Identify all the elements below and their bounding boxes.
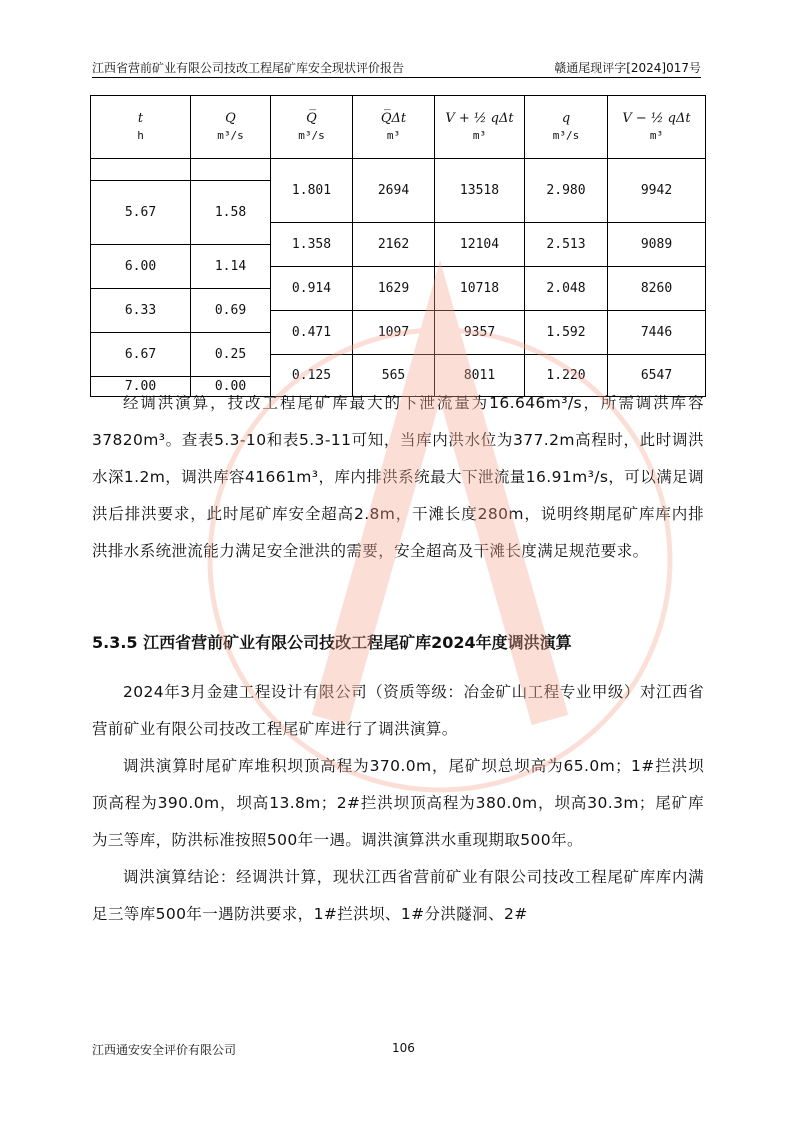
- cell-t: 6.67: [91, 333, 191, 377]
- col-symbol: V + ½ qΔt: [445, 111, 514, 126]
- cell-v-plus: 12104: [435, 223, 525, 267]
- col-symbol: Q̅Δt: [380, 111, 407, 126]
- cell-q-inflow: 1.14: [191, 245, 271, 289]
- col-header-v-plus: [435, 96, 525, 159]
- paragraph-routing-result: 经调洪演算，技改工程尾矿库最大的下泄流量为16.646m³/s，所需调洪库容37820m³。查表5.3-10和表5.3-11可知，当库内洪水位为377.2m高程时，此时调洪水深1.2m，调洪库容41661m³，库内排洪系统最大下泄流量16.91m³/s，可以满足调洪后排洪要求，此时尾矿库安全超高2.8m，干滩长度280m，说明终期尾矿库库内排洪排水系统泄流能力满足安全泄洪的需要，安全超高及干滩长度满足规范要求。: [92, 394, 704, 560]
- cell-q-outflow: 2.513: [525, 223, 608, 267]
- col-header-q-inflow: [191, 96, 271, 159]
- col-header-t: [91, 96, 191, 159]
- col-unit: m³/s: [298, 129, 325, 142]
- section-heading-5-3-5: 5.3.5 江西省营前矿业有限公司技改工程尾矿库2024年度调洪演算: [92, 633, 572, 652]
- cell-q-outflow: 1.592: [525, 311, 608, 355]
- paragraph-design-institute: 2024年3月金建工程设计有限公司（资质等级：冶金矿山工程专业甲级）对江西省营前矿业有限公司技改工程尾矿库进行了调洪演算。: [92, 683, 704, 738]
- cell-q-mean: 0.471: [271, 311, 353, 355]
- col-unit: m³: [649, 129, 664, 142]
- cell-t: 5.67: [91, 181, 191, 245]
- col-symbol: t: [137, 111, 144, 126]
- page-header: [92, 57, 701, 78]
- cell-v-minus: 9942: [608, 159, 706, 223]
- cell-v-plus: 8011: [435, 355, 525, 397]
- header-report-number: 赣通尾现评字[2024]017号: [554, 61, 701, 75]
- col-header-v-minus: [608, 96, 706, 159]
- cell-q-inflow: 1.58: [191, 181, 271, 245]
- cell-q-inflow: 0.00: [191, 377, 271, 397]
- page-footer: [92, 1041, 701, 1058]
- cell-v-plus: 9357: [435, 311, 525, 355]
- conclusion-paragraph-block: [92, 385, 704, 570]
- col-unit: m³: [386, 129, 401, 142]
- col-symbol: Q̅: [306, 111, 317, 126]
- cell-v-minus: 9089: [608, 223, 706, 267]
- col-symbol: q: [561, 111, 571, 126]
- cell-q-outflow: 2.048: [525, 267, 608, 311]
- cell-q-inflow: 0.25: [191, 333, 271, 377]
- section-body: [92, 674, 704, 933]
- table-row: [91, 159, 706, 181]
- cell-q-mean-dt: 565: [353, 355, 435, 397]
- col-symbol: Q: [225, 111, 236, 126]
- col-unit: m³/s: [217, 129, 244, 142]
- col-header-q-mean-dt: [353, 96, 435, 159]
- cell-q-outflow: 1.220: [525, 355, 608, 397]
- col-header-q-outflow: [525, 96, 608, 159]
- paragraph-dam-parameters: 调洪演算时尾矿库堆积坝顶高程为370.0m，尾矿坝总坝高为65.0m；1#拦洪坝顶高程为390.0m，坝高13.8m；2#拦洪坝顶高程为380.0m，坝高30.3m；尾矿库为三等库，防洪标准按照500年一遇。调洪演算洪水重现期取500年。: [92, 757, 704, 849]
- cell-t: 6.00: [91, 245, 191, 289]
- page-number: 106: [392, 1041, 415, 1055]
- cell-t: [91, 159, 191, 181]
- header-report-title: 江西省营前矿业有限公司技改工程尾矿库安全现状评价报告: [92, 61, 405, 75]
- cell-v-minus: 7446: [608, 311, 706, 355]
- cell-v-minus: 6547: [608, 355, 706, 397]
- cell-q-mean: 0.914: [271, 267, 353, 311]
- col-header-q-mean: [271, 96, 353, 159]
- col-unit: m³: [472, 129, 487, 142]
- cell-q-inflow: [191, 159, 271, 181]
- cell-q-mean-dt: 1629: [353, 267, 435, 311]
- cell-q-mean-dt: 2694: [353, 159, 435, 223]
- cell-q-outflow: 2.980: [525, 159, 608, 223]
- table-header-row: [91, 96, 706, 159]
- col-unit: h: [137, 129, 144, 142]
- flood-routing-table: [90, 95, 706, 397]
- cell-q-mean-dt: 2162: [353, 223, 435, 267]
- col-unit: m³/s: [552, 129, 580, 142]
- cell-q-mean-dt: 1097: [353, 311, 435, 355]
- cell-q-mean: 1.801: [271, 159, 353, 223]
- cell-t: 6.33: [91, 289, 191, 333]
- cell-q-mean: 1.358: [271, 223, 353, 267]
- paragraph-routing-conclusion: 调洪演算结论：经调洪计算，现状江西省营前矿业有限公司技改工程尾矿库库内满足三等库500年一遇防洪要求，1#拦洪坝、1#分洪隧洞、2#: [92, 868, 704, 923]
- cell-v-plus: 13518: [435, 159, 525, 223]
- cell-q-inflow: 0.69: [191, 289, 271, 333]
- cell-q-mean: 0.125: [271, 355, 353, 397]
- col-symbol: V − ½ qΔt: [622, 111, 691, 126]
- cell-t: 7.00: [91, 377, 191, 397]
- cell-v-minus: 8260: [608, 267, 706, 311]
- footer-company: 江西通安安全评价有限公司: [92, 1043, 237, 1057]
- cell-v-plus: 10718: [435, 267, 525, 311]
